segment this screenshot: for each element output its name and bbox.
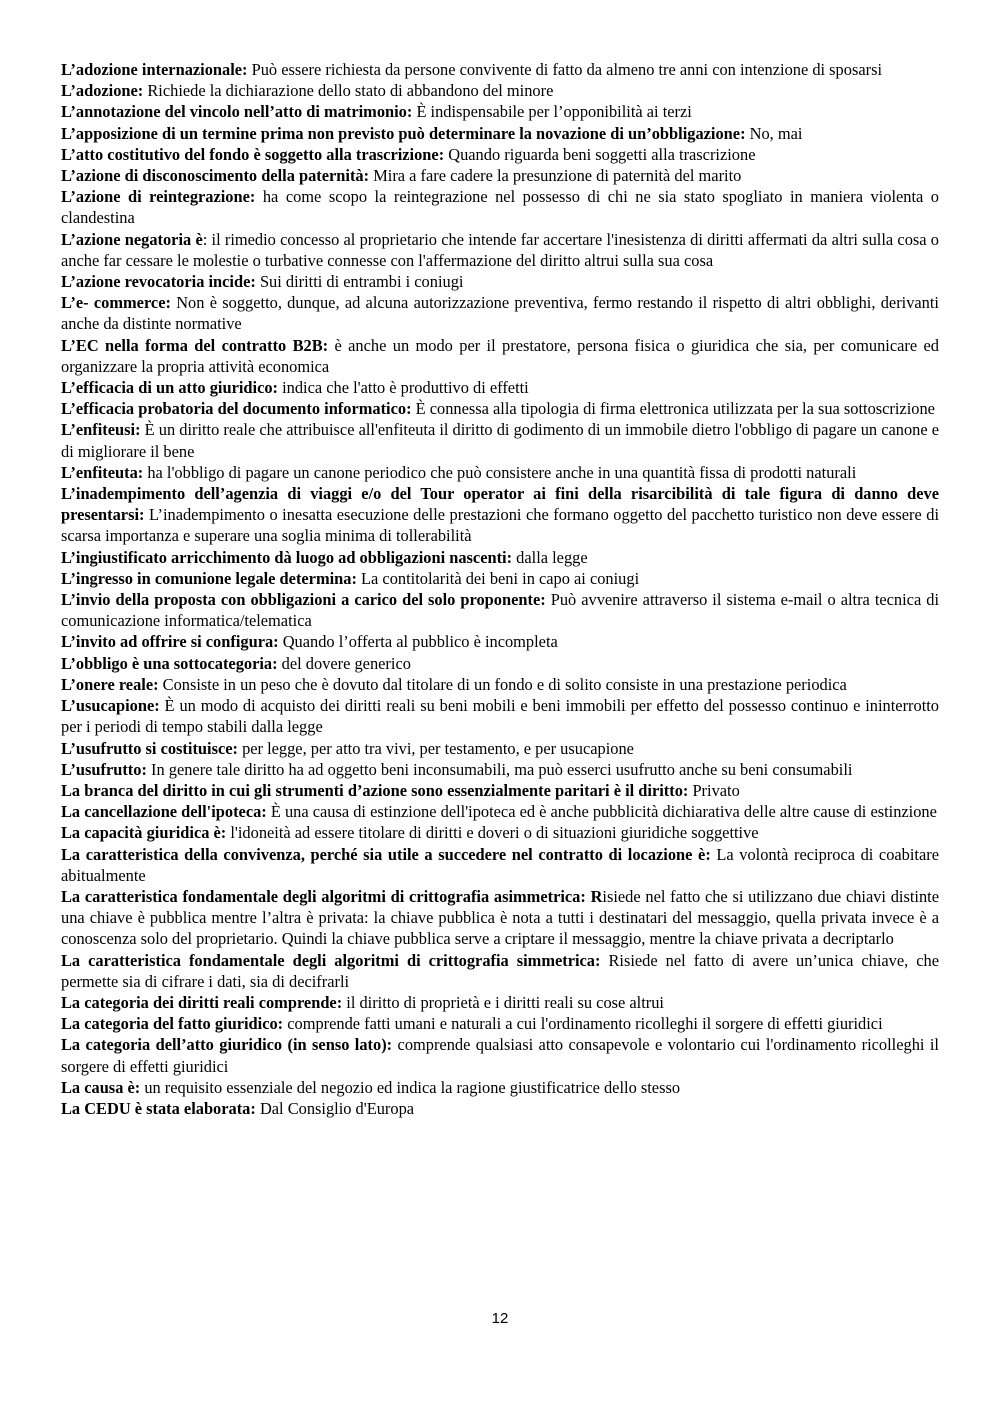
entry-term: L’invio della proposta con obbligazioni a carico del solo proponente: xyxy=(61,590,546,610)
entry-term: La branca del diritto in cui gli strumenti d’azione sono essenzialmente paritari è il diritto: xyxy=(61,780,689,800)
entry-term: L’inadempimento dell’agenzia di viaggi e/o del Tour operator ai fini della risarcibilità di tale figura di danno deve presentarsi: xyxy=(61,484,939,525)
glossary-entry xyxy=(61,335,939,377)
entry-definition: del dovere generico xyxy=(277,653,411,673)
glossary-entry xyxy=(61,462,939,483)
glossary-entry xyxy=(61,292,939,334)
glossary-entry xyxy=(61,101,939,122)
glossary-entry xyxy=(61,419,939,461)
entry-term: L’usucapione: xyxy=(61,696,160,716)
entry-definition: È una causa di estinzione dell'ipoteca ed è anche pubblicità dichiarativa delle altre cause di estinzione xyxy=(266,802,937,822)
entry-term: La categoria dei diritti reali comprende: xyxy=(61,992,343,1012)
entry-definition: comprende fatti umani e naturali a cui l'ordinamento ricolleghi il sorgere di effetti giuridici xyxy=(283,1014,883,1034)
entry-definition: È connessa alla tipologia di firma elettronica utilizzata per la sua sottoscrizione xyxy=(411,399,935,419)
entry-term: L’onere reale: xyxy=(61,674,159,694)
glossary-entry xyxy=(61,822,939,843)
glossary-entry xyxy=(61,738,939,759)
entry-definition: La contitolarità dei beni in capo ai coniugi xyxy=(356,568,640,588)
glossary-entry xyxy=(61,1077,939,1098)
entry-term: La caratteristica fondamentale degli algoritmi di crittografia asimmetrica: R xyxy=(61,886,603,906)
glossary-entry xyxy=(61,144,939,165)
glossary-entry xyxy=(61,123,939,144)
entry-term: L’adozione internazionale: xyxy=(61,60,248,79)
entry-term: L’azione negatoria è xyxy=(61,229,203,249)
entry-term: L’enfiteusi: xyxy=(61,420,141,440)
entry-term: L’ingresso in comunione legale determina: xyxy=(61,568,357,588)
entry-term: La categoria del fatto giuridico: xyxy=(61,1014,284,1034)
glossary-entry xyxy=(61,631,939,652)
glossary-entry xyxy=(61,589,939,631)
entry-definition: un requisito essenziale del negozio ed indica la ragione giustificatrice dello stesso xyxy=(140,1077,681,1097)
entry-definition: Sui diritti di entrambi i coniugi xyxy=(255,272,464,292)
entry-term: L’enfiteuta: xyxy=(61,462,144,482)
entry-definition: La volontà reciproca di coabitare abitualmente xyxy=(61,844,939,885)
entry-term: La cancellazione dell'ipoteca: xyxy=(61,802,267,822)
glossary-entry xyxy=(61,229,939,271)
entry-definition: isiede nel fatto che si utilizzano due chiavi distinte una chiave è pubblica mentre l’altra è privata: la chiave pubblica è nota a tutti i destinatari del messaggio, quella privata invece è a conoscenza solo del proprietario. Quindi la chiave pubblica serve a criptare il messaggio, mentre la chiave privata a decriptarlo xyxy=(61,886,939,949)
entry-term: L’azione revocatoria incide: xyxy=(61,272,256,292)
entry-definition: comprende qualsiasi atto consapevole e volontario cui l'ordinamento ricolleghi il sorgere di effetti giuridici xyxy=(61,1035,939,1076)
glossary-entry xyxy=(61,547,939,568)
entry-definition: per legge, per atto tra vivi, per testamento, e per usucapione xyxy=(237,738,634,758)
entry-term: L’annotazione del vincolo nell’atto di matrimonio: xyxy=(61,102,413,122)
entry-definition: Quando riguarda beni soggetti alla trascrizione xyxy=(444,144,756,164)
entry-definition: il diritto di proprietà e i diritti reali su cose altrui xyxy=(342,992,664,1012)
glossary-entry xyxy=(61,992,939,1013)
entry-definition: Può essere richiesta da persone convivente di fatto da almeno tre anni con intenzione di sposarsi xyxy=(247,60,882,79)
glossary-entry xyxy=(61,695,939,737)
entry-term: L’azione di disconoscimento della paternità: xyxy=(61,166,370,186)
glossary-entry xyxy=(61,398,939,419)
entry-term: L’efficacia di un atto giuridico: xyxy=(61,378,279,398)
glossary-entry xyxy=(61,950,939,992)
glossary-entry xyxy=(61,1098,939,1119)
entry-term: L’usufrutto: xyxy=(61,759,147,779)
glossary-entry xyxy=(61,886,939,950)
entry-term: La caratteristica della convivenza, perché sia utile a succedere nel contratto di locazione è: xyxy=(61,844,711,864)
glossary-entry xyxy=(61,568,939,589)
glossary-entry xyxy=(61,844,939,886)
entry-term: L’adozione: xyxy=(61,81,144,101)
entry-definition: Richiede la dichiarazione dello stato di abbandono del minore xyxy=(143,81,554,101)
entry-term: La categoria dell’atto giuridico (in senso lato): xyxy=(61,1035,393,1055)
glossary-entry xyxy=(61,165,939,186)
entry-definition: è anche un modo per il prestatore, persona fisica o giuridica che sia, per comunicare ed organizzare la propria attività economica xyxy=(61,335,939,376)
entry-definition: Mira a fare cadere la presunzione di paternità del marito xyxy=(369,166,742,186)
entry-term: L’efficacia probatoria del documento informatico: xyxy=(61,399,412,419)
entry-term: L’invito ad offrire si configura: xyxy=(61,632,279,652)
entry-definition: L’inadempimento o inesatta esecuzione delle prestazioni che formano oggetto del pacchetto turistico non deve essere di scarsa importanza e superare una soglia minima di tollerabilità xyxy=(61,505,939,546)
entry-term: La CEDU è stata elaborata: xyxy=(61,1098,256,1118)
glossary-entry xyxy=(61,59,939,80)
entry-definition: È un diritto reale che attribuisce all'enfiteuta il diritto di godimento di un immobile dietro l'obbligo di pagare un canone e di migliorare il bene xyxy=(61,420,939,461)
entry-definition: Risiede nel fatto di avere un’unica chiave, che permette sia di cifrare i dati, sia di decifrarli xyxy=(61,950,939,991)
glossary-entry xyxy=(61,271,939,292)
glossary-entries xyxy=(61,59,939,1119)
entry-term: La caratteristica fondamentale degli algoritmi di crittografia simmetrica: xyxy=(61,950,601,970)
entry-definition: No, mai xyxy=(745,123,803,143)
entry-definition: Consiste in un peso che è dovuto dal titolare di un fondo e di solito consiste in una prestazione periodica xyxy=(158,674,847,694)
entry-definition: indica che l'atto è produttivo di effetti xyxy=(278,378,529,398)
glossary-entry xyxy=(61,186,939,228)
glossary-entry xyxy=(61,483,939,547)
glossary-entry xyxy=(61,377,939,398)
entry-definition: ha come scopo la reintegrazione nel possesso di chi ne sia stato spogliato in maniera violenta o clandestina xyxy=(61,187,939,228)
glossary-entry xyxy=(61,801,939,822)
entry-definition: : il rimedio concesso al proprietario che intende far accertare l'inesistenza di diritti affermati da altri sulla cosa o anche far cessare le molestie o turbative connesse con l'affermazione del diritto altrui sulla sua cosa xyxy=(61,229,939,270)
entry-term: L’usufrutto si costituisce: xyxy=(61,738,238,758)
entry-term: L’azione di reintegrazione: xyxy=(61,187,256,207)
entry-term: L’ingiustificato arricchimento dà luogo ad obbligazioni nascenti: xyxy=(61,547,513,567)
entry-term: L’apposizione di un termine prima non previsto può determinare la novazione di un’obbligazione: xyxy=(61,123,746,143)
entry-term: La capacità giuridica è: xyxy=(61,823,227,843)
glossary-entry xyxy=(61,759,939,780)
entry-definition: È indispensabile per l’opponibilità ai terzi xyxy=(412,102,692,122)
entry-term: L’e- commerce: xyxy=(61,293,171,313)
glossary-entry xyxy=(61,1034,939,1076)
entry-definition: In genere tale diritto ha ad oggetto beni inconsumabili, ma può esserci usufrutto anche su beni consumabili xyxy=(146,759,853,779)
glossary-entry xyxy=(61,1013,939,1034)
entry-term: L’EC nella forma del contratto B2B: xyxy=(61,335,329,355)
entry-term: La causa è: xyxy=(61,1077,141,1097)
entry-definition: ha l'obbligo di pagare un canone periodico che può consistere anche in una quantità fissa di prodotti naturali xyxy=(143,462,857,482)
glossary-entry xyxy=(61,780,939,801)
entry-definition: Non è soggetto, dunque, ad alcuna autorizzazione preventiva, fermo restando il rispetto di altri obblighi, derivanti anche da distinte normative xyxy=(61,293,939,334)
entry-definition: È un modo di acquisto dei diritti reali su beni mobili e beni immobili per effetto del possesso continuo e ininterrotto per i periodi di tempo stabili dalla legge xyxy=(61,696,939,737)
entry-definition: Quando l’offerta al pubblico è incompleta xyxy=(278,632,558,652)
entry-term: L’obbligo è una sottocategoria: xyxy=(61,653,278,673)
entry-term: L’atto costitutivo del fondo è soggetto alla trascrizione: xyxy=(61,144,445,164)
page-number: 12 xyxy=(491,1310,509,1327)
entry-definition: dalla legge xyxy=(512,547,588,567)
glossary-entry xyxy=(61,674,939,695)
entry-definition: l'idoneità ad essere titolare di diritti e doveri o di situazioni giuridiche soggettive xyxy=(226,823,759,843)
entry-definition: Privato xyxy=(688,780,740,800)
entry-definition: Può avvenire attraverso il sistema e-mail o altra tecnica di comunicazione informatica/telematica xyxy=(61,590,939,631)
entry-definition: Dal Consiglio d'Europa xyxy=(255,1098,415,1118)
glossary-entry xyxy=(61,80,939,101)
glossary-entry xyxy=(61,653,939,674)
